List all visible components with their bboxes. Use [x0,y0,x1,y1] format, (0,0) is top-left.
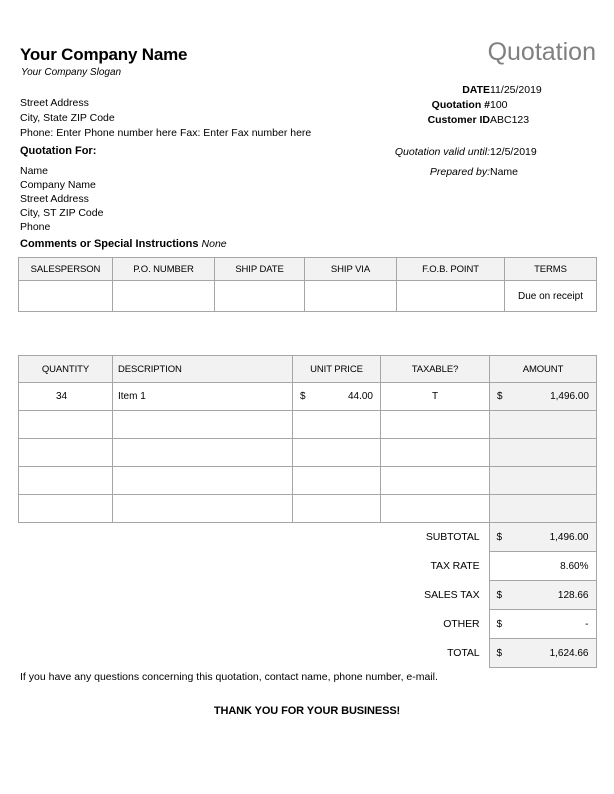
customer-id-label: Customer ID [427,114,490,126]
table-row [19,467,597,495]
total-value-cell [489,639,596,668]
footer-note: If you have any questions concerning this quotation, contact name, phone number, e-mail. [20,671,438,683]
amount-value: 1,496.00 [550,391,589,402]
quotation-for-title: Quotation For: [20,145,97,157]
currency-symbol: $ [497,391,503,402]
quotation-for-line: City, ST ZIP Code [20,207,104,219]
currency-symbol: $ [300,391,306,402]
sales-tax-label: SALES TAX [424,589,480,601]
cell-amount [490,439,597,467]
prepared-by-value: Name [490,166,519,178]
sender-street: Street Address [20,97,89,109]
table-header-row [19,356,597,383]
cell-taxable[interactable] [381,467,490,495]
company-slogan: Your Company Slogan [21,67,122,78]
currency-symbol: $ [496,647,503,659]
subtotal-label: SUBTOTAL [425,531,480,543]
currency-symbol: $ [496,618,503,630]
quotation-for-line: Company Name [20,179,96,191]
header-quantity: QUANTITY [19,356,113,383]
document-title: Quotation [487,38,596,66]
cell-quantity[interactable] [19,467,113,495]
sales-tax-value-cell [489,581,596,610]
currency-symbol: $ [496,531,503,543]
table-row [19,411,597,439]
thank-you-message: THANK YOU FOR YOUR BUSINESS! [213,705,401,717]
cell-unit-price[interactable] [293,383,381,411]
header-terms: TERMS [505,258,597,281]
header-unit-price: UNIT PRICE [293,356,381,383]
cell-salesperson[interactable] [19,281,113,312]
total-label: TOTAL [447,647,480,659]
unit-price-value: 44.00 [347,391,373,402]
cell-amount [490,411,597,439]
quotation-for-line: Name [20,165,49,177]
subtotal-value: 1,496.00 [549,531,589,543]
cell-quantity[interactable] [19,411,113,439]
valid-until-value: 12/5/2019 [490,146,537,158]
table-header-row [19,258,597,281]
totals-row-subtotal [380,523,596,552]
date-label: DATE [462,84,490,96]
totals-row-other [380,610,596,639]
tax-rate-value-cell[interactable] [489,552,596,581]
table-row [19,439,597,467]
prepared-by-label: Prepared by: [429,166,490,178]
comments-value: None [201,238,227,250]
cell-unit-price[interactable] [293,467,381,495]
cell-taxable[interactable] [381,411,490,439]
quotation-number-value: 100 [490,99,508,111]
sender-phone-fax: Phone: Enter Phone number here Fax: Enter Fax number here [20,127,312,139]
cell-description[interactable] [113,439,293,467]
header-po-number: P.O. NUMBER [113,258,215,281]
totals-row-sales-tax [380,581,596,610]
cell-amount [490,383,597,411]
quotation-number-label: Quotation # [431,99,490,111]
totals-table [380,522,597,668]
cell-ship-date[interactable] [215,281,305,312]
sender-city-state-zip: City, State ZIP Code [20,112,115,124]
cell-description[interactable] [113,467,293,495]
header-taxable: TAXABLE? [381,356,490,383]
currency-symbol: $ [496,589,503,601]
cell-taxable[interactable] [381,439,490,467]
cell-quantity[interactable] [19,439,113,467]
cell-description[interactable] [113,495,293,523]
cell-taxable[interactable] [381,495,490,523]
cell-ship-via[interactable] [305,281,397,312]
date-value: 11/25/2019 [490,84,542,96]
cell-taxable[interactable]: T [381,383,490,411]
header-salesperson: SALESPERSON [19,258,113,281]
quotation-for-line: Phone [20,221,51,233]
header-amount: AMOUNT [490,356,597,383]
table-row [19,495,597,523]
cell-amount [490,467,597,495]
table-row [19,281,597,312]
comments-label: Comments or Special Instructions [20,238,199,250]
cell-unit-price[interactable] [293,411,381,439]
cell-description[interactable]: Item 1 [113,383,293,411]
table-row [19,383,597,411]
other-value: - [585,618,589,630]
cell-unit-price[interactable] [293,495,381,523]
header-ship-via: SHIP VIA [305,258,397,281]
other-value-cell[interactable] [489,610,596,639]
header-ship-date: SHIP DATE [215,258,305,281]
cell-terms[interactable]: Due on receipt [505,281,597,312]
tax-rate-value: 8.60% [560,560,589,572]
totals-row-tax-rate [380,552,596,581]
other-label: OTHER [443,618,480,630]
line-items-table [18,355,597,523]
header-description: DESCRIPTION [113,356,293,383]
tax-rate-label: TAX RATE [430,560,480,572]
cell-po-number[interactable] [113,281,215,312]
company-name: Your Company Name [20,45,188,64]
valid-until-label: Quotation valid until: [394,146,490,158]
cell-quantity[interactable]: 34 [19,383,113,411]
cell-description[interactable] [113,411,293,439]
sales-tax-value: 128.66 [557,589,589,601]
customer-id-value: ABC123 [490,114,530,126]
total-value: 1,624.66 [549,647,589,659]
cell-quantity[interactable] [19,495,113,523]
shipping-terms-table [18,257,597,312]
cell-amount [490,495,597,523]
cell-fob-point[interactable] [397,281,505,312]
quotation-for-line: Street Address [20,193,89,205]
comments-section [20,238,227,250]
totals-row-total [380,639,596,668]
subtotal-value-cell [489,523,596,552]
cell-unit-price[interactable] [293,439,381,467]
header-fob-point: F.O.B. POINT [397,258,505,281]
